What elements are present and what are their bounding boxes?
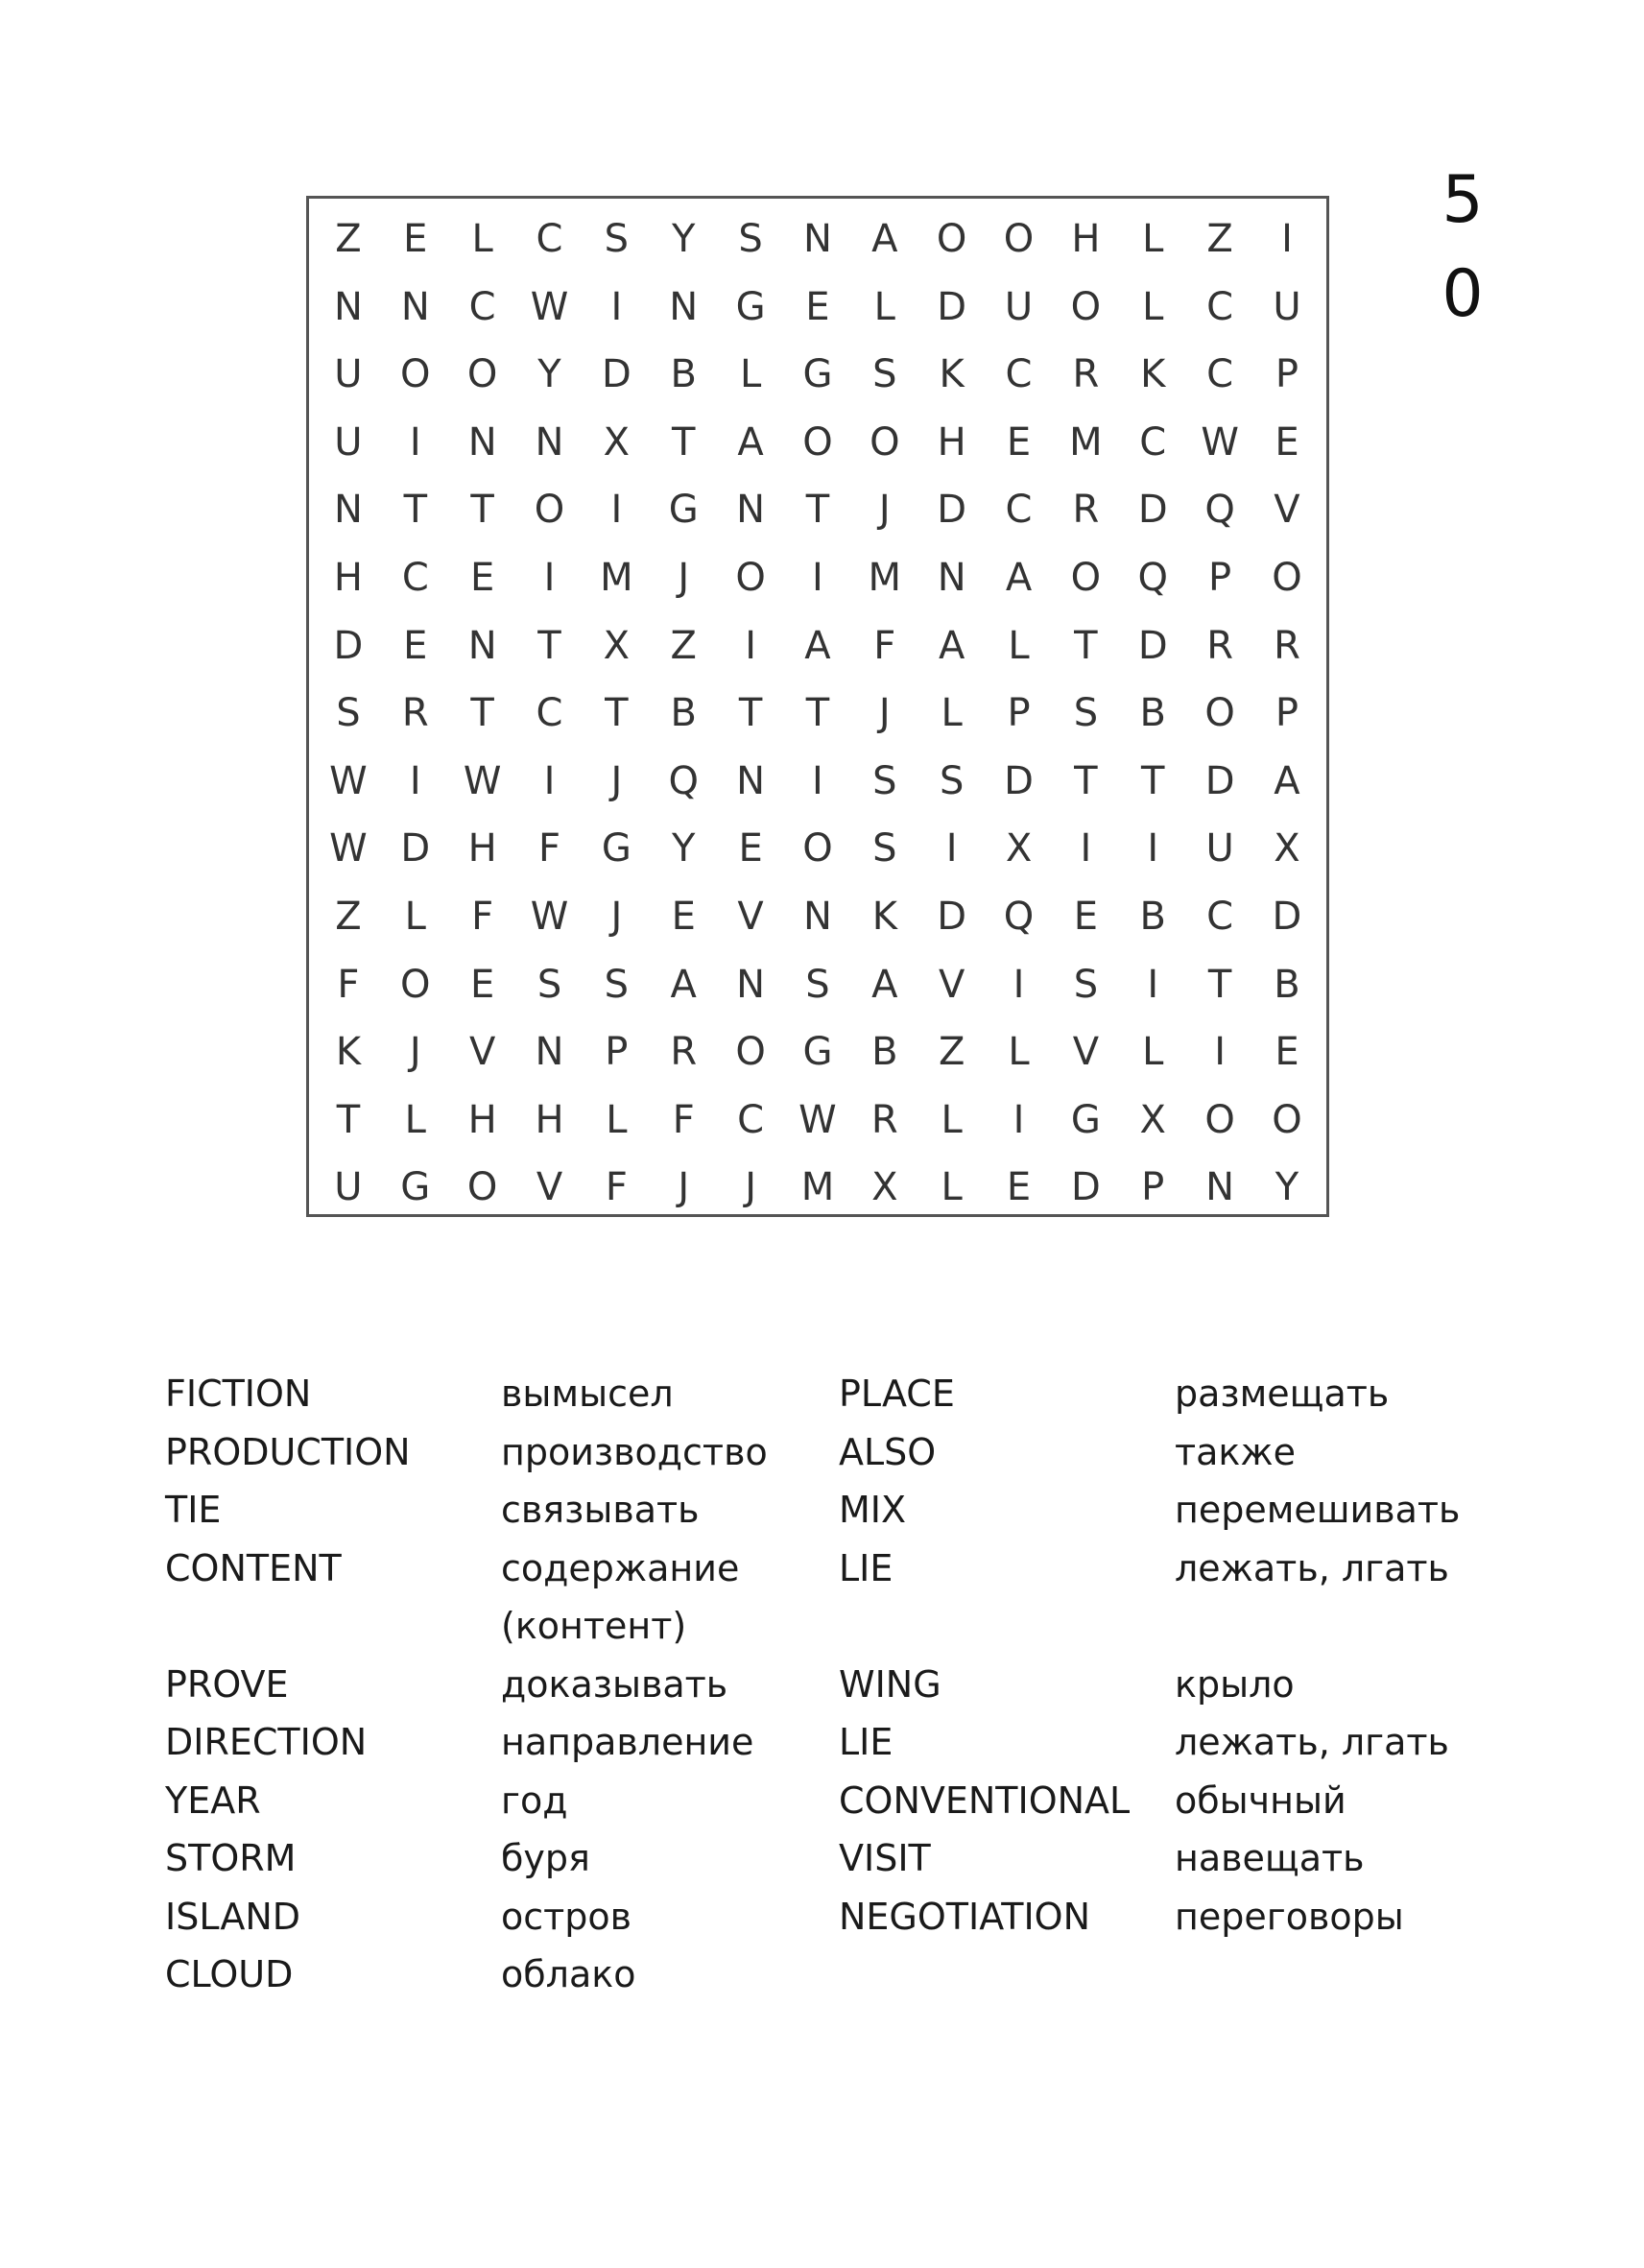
grid-letter: J: [878, 691, 891, 736]
grid-letter: O: [1272, 555, 1302, 600]
grid-row: [315, 617, 1321, 685]
grid-letter: Y: [672, 217, 696, 261]
grid-letter: R: [1206, 623, 1233, 668]
grid-letter: C: [1206, 894, 1234, 939]
grid-letter: I: [812, 555, 823, 600]
grid-letter: T: [605, 691, 629, 736]
grid-letter: T: [470, 691, 494, 736]
word-translation: год: [501, 1779, 568, 1822]
grid-letter: T: [805, 488, 830, 533]
word-column-right-english: [839, 1365, 1175, 2004]
grid-letter: B: [871, 1030, 898, 1075]
grid-letter: H: [467, 1097, 497, 1142]
grid-row: [315, 481, 1321, 549]
grid-letter: I: [745, 623, 756, 668]
grid-letter: W: [530, 284, 569, 329]
grid-letter: O: [400, 962, 431, 1007]
grid-row: [315, 752, 1321, 821]
grid-letter: S: [536, 962, 562, 1007]
word-english: PRODUCTION: [165, 1430, 411, 1473]
grid-letter: E: [1275, 1030, 1299, 1075]
grid-letter: U: [334, 1165, 363, 1210]
grid-letter: D: [400, 826, 431, 871]
grid-letter: A: [938, 623, 965, 668]
word-english: CLOUD: [165, 1953, 294, 1995]
grid-letter: S: [738, 217, 763, 261]
word-english: VISIT: [839, 1837, 931, 1879]
grid-letter: N: [535, 419, 564, 465]
word-english: YEAR: [165, 1779, 261, 1822]
grid-letter: U: [1205, 826, 1234, 871]
word-translation: навещать: [1175, 1837, 1365, 1879]
grid-letter: N: [400, 284, 430, 329]
grid-letter: V: [468, 1030, 496, 1075]
grid-letter: D: [1137, 623, 1168, 668]
grid-letter: F: [873, 623, 896, 668]
grid-letter: U: [1004, 284, 1034, 329]
grid-letter: L: [941, 1165, 963, 1210]
grid-letter: E: [1006, 419, 1032, 465]
grid-letter: I: [543, 758, 556, 803]
grid-letter: H: [535, 1097, 564, 1142]
grid-letter: L: [1142, 1030, 1164, 1075]
word-translation: лежать, лгать: [1175, 1721, 1449, 1763]
word-translation: обычный: [1175, 1779, 1346, 1822]
word-english: PLACE: [839, 1373, 955, 1415]
word-english: DIRECTION: [165, 1721, 368, 1763]
grid-letter: L: [1142, 217, 1164, 261]
grid-letter: B: [670, 352, 697, 397]
word-english: WING: [839, 1662, 941, 1706]
word-search-grid: [306, 196, 1329, 1217]
word-english: LIE: [839, 1546, 893, 1589]
word-english: ALSO: [839, 1430, 937, 1473]
grid-letter: E: [1275, 419, 1299, 465]
grid-letter: O: [1070, 284, 1102, 329]
grid-letter: O: [534, 488, 565, 533]
grid-letter: N: [937, 555, 966, 600]
grid-letter: H: [937, 419, 966, 465]
grid-letter: D: [1204, 758, 1235, 803]
grid-letter: X: [1005, 826, 1033, 871]
word-translation: доказывать: [501, 1662, 728, 1706]
grid-letter: I: [610, 488, 623, 533]
grid-letter: T: [336, 1097, 361, 1142]
grid-letter: N: [669, 284, 699, 329]
grid-letter: R: [870, 1097, 898, 1142]
grid-letter: O: [802, 419, 833, 465]
grid-letter: C: [536, 691, 563, 736]
grid-letter: C: [1206, 284, 1234, 329]
grid-letter: Z: [335, 217, 362, 261]
grid-letter: E: [1006, 1165, 1032, 1210]
grid-letter: Z: [335, 894, 362, 939]
grid-letter: L: [1008, 623, 1030, 668]
grid-letter: R: [1072, 352, 1100, 397]
grid-letter: N: [535, 1030, 564, 1075]
grid-letter: Z: [938, 1030, 965, 1075]
grid-letter: S: [872, 352, 897, 397]
grid-letter: Q: [1137, 555, 1168, 600]
grid-letter: T: [403, 488, 427, 533]
word-translation: размещать: [1175, 1373, 1390, 1415]
grid-letter: A: [1274, 758, 1300, 803]
grid-letter: L: [873, 284, 895, 329]
grid-letter: T: [1074, 623, 1098, 668]
grid-row: [315, 414, 1321, 482]
grid-letter: G: [802, 352, 833, 397]
grid-letter: E: [1073, 894, 1099, 939]
grid-letter: D: [1272, 894, 1302, 939]
word-english: ISLAND: [165, 1895, 301, 1938]
word-english: PROVE: [165, 1662, 289, 1706]
grid-row: [315, 956, 1321, 1024]
grid-row: [315, 684, 1321, 752]
grid-row: [315, 346, 1321, 414]
word-english: FICTION: [165, 1373, 312, 1415]
grid-letter: P: [1275, 691, 1299, 736]
grid-letter: O: [870, 419, 900, 465]
grid-letter: X: [1274, 826, 1300, 871]
grid-letter: F: [605, 1165, 628, 1210]
word-translation: также: [1175, 1430, 1296, 1473]
grid-letter: C: [536, 217, 563, 261]
grid-letter: L: [739, 352, 762, 397]
grid-letter: M: [600, 555, 633, 600]
grid-letter: C: [1139, 419, 1167, 465]
word-english: NEGOTIATION: [839, 1895, 1091, 1938]
grid-letter: X: [1139, 1097, 1166, 1142]
grid-letter: F: [471, 894, 494, 939]
grid-letter: Q: [1204, 488, 1235, 533]
grid-letter: G: [1070, 1097, 1101, 1142]
grid-letter: E: [671, 894, 696, 939]
grid-letter: O: [1204, 1097, 1235, 1142]
word-translation: лежать, лгать: [1175, 1546, 1449, 1589]
grid-letter: C: [1206, 352, 1234, 397]
grid-letter: C: [468, 284, 496, 329]
grid-letter: O: [735, 1030, 766, 1075]
grid-letter: J: [610, 758, 623, 803]
grid-letter: D: [1137, 488, 1168, 533]
grid-letter: D: [937, 284, 967, 329]
grid-letter: P: [1275, 352, 1299, 397]
grid-letter: E: [805, 284, 830, 329]
grid-letter: N: [467, 623, 497, 668]
grid-letter: A: [871, 962, 898, 1007]
grid-letter: L: [1008, 1030, 1030, 1075]
grid-letter: U: [334, 352, 363, 397]
grid-letter: V: [938, 962, 965, 1007]
grid-letter: S: [872, 758, 897, 803]
grid-row: [315, 549, 1321, 617]
grid-letter: D: [1004, 758, 1034, 803]
grid-row: [315, 1091, 1321, 1159]
grid-letter: Y: [537, 352, 561, 397]
grid-letter: T: [1141, 758, 1165, 803]
grid-row: [315, 278, 1321, 346]
grid-letter: L: [404, 1097, 426, 1142]
grid-letter: A: [737, 419, 764, 465]
grid-letter: N: [736, 758, 766, 803]
grid-letter: S: [1073, 691, 1099, 736]
grid-letter: P: [1208, 555, 1232, 600]
grid-letter: J: [678, 1165, 690, 1210]
grid-letter: L: [471, 217, 493, 261]
grid-letter: O: [936, 217, 967, 261]
grid-letter: I: [812, 758, 823, 803]
grid-letter: H: [1071, 217, 1101, 261]
grid-letter: I: [1013, 962, 1025, 1007]
grid-letter: G: [601, 826, 631, 871]
word-english: CONVENTIONAL: [839, 1779, 1131, 1822]
grid-letter: T: [738, 691, 763, 736]
grid-letter: G: [802, 1030, 833, 1075]
grid-letter: H: [333, 555, 363, 600]
grid-letter: I: [543, 555, 556, 600]
grid-letter: G: [668, 488, 699, 533]
grid-letter: Q: [668, 758, 699, 803]
grid-letter: B: [1139, 691, 1166, 736]
grid-letter: S: [805, 962, 830, 1007]
grid-letter: I: [1147, 826, 1159, 871]
word-translation: остров: [501, 1895, 632, 1938]
grid-letter: A: [670, 962, 697, 1007]
grid-letter: O: [466, 1165, 498, 1210]
grid-letter: O: [1003, 217, 1035, 261]
grid-letter: N: [802, 894, 832, 939]
word-english: CONTENT: [165, 1546, 342, 1589]
grid-letter: R: [1072, 488, 1100, 533]
grid-letter: T: [672, 419, 696, 465]
grid-letter: X: [871, 1165, 898, 1210]
grid-letter: R: [1274, 623, 1300, 668]
grid-letter: S: [336, 691, 361, 736]
page-number-digit-1: 5: [1441, 162, 1484, 238]
word-translation: направление: [501, 1721, 754, 1763]
word-english: TIE: [165, 1489, 222, 1531]
grid-letter: N: [1205, 1165, 1235, 1210]
grid-letter: W: [530, 894, 569, 939]
grid-letter: C: [1005, 488, 1033, 533]
grid-letter: C: [1005, 352, 1033, 397]
grid-letter: R: [670, 1030, 698, 1075]
word-column-left-russian: [501, 1365, 839, 2004]
grid-row: [315, 888, 1321, 956]
grid-letter: W: [798, 1097, 837, 1142]
grid-letter: Y: [1275, 1165, 1299, 1210]
grid-letter: O: [735, 555, 766, 600]
word-english: MIX: [839, 1489, 907, 1531]
grid-letter: D: [937, 488, 967, 533]
grid-letter: I: [409, 758, 421, 803]
grid-letter: K: [871, 894, 897, 939]
grid-letter: O: [400, 352, 431, 397]
word-translation: производство: [501, 1430, 768, 1473]
grid-letter: U: [334, 419, 363, 465]
grid-letter: P: [605, 1030, 629, 1075]
grid-letter: E: [470, 555, 495, 600]
word-english: LIE: [839, 1721, 893, 1763]
grid-letter: Q: [1003, 894, 1035, 939]
word-translation: вымысел: [501, 1373, 674, 1415]
grid-letter: E: [403, 217, 428, 261]
grid-letter: K: [939, 352, 965, 397]
grid-letter: I: [1080, 826, 1092, 871]
grid-letter: O: [1204, 691, 1235, 736]
grid-letter: G: [735, 284, 766, 329]
grid-letter: L: [941, 1097, 963, 1142]
grid-letter: J: [610, 894, 623, 939]
grid-letter: A: [804, 623, 831, 668]
grid-letter: X: [603, 623, 631, 668]
grid-row: [315, 1023, 1321, 1091]
grid-letter: M: [800, 1165, 835, 1210]
grid-letter: O: [802, 826, 833, 871]
grid-letter: U: [1273, 284, 1301, 329]
grid-letter: D: [601, 352, 631, 397]
grid-letter: C: [737, 1097, 765, 1142]
grid-letter: W: [463, 758, 502, 803]
grid-letter: N: [333, 284, 363, 329]
grid-letter: S: [1073, 962, 1099, 1007]
grid-letter: L: [1142, 284, 1164, 329]
grid-letter: A: [871, 217, 898, 261]
grid-letter: V: [1274, 488, 1300, 533]
grid-letter: I: [409, 419, 421, 465]
word-column-right-russian: [1175, 1365, 1482, 2004]
grid-letter: K: [335, 1030, 362, 1075]
grid-letter: F: [672, 1097, 695, 1142]
grid-letter: E: [738, 826, 763, 871]
grid-letter: D: [937, 894, 967, 939]
grid-letter: J: [745, 1165, 756, 1210]
grid-letter: J: [409, 1030, 421, 1075]
grid-letter: F: [337, 962, 360, 1007]
grid-row: [315, 1158, 1321, 1227]
grid-letter: N: [736, 488, 766, 533]
grid-letter: I: [945, 826, 958, 871]
word-english: STORM: [165, 1837, 297, 1879]
grid-letter: J: [678, 555, 690, 600]
grid-letter: I: [610, 284, 623, 329]
grid-row: [315, 820, 1321, 888]
grid-letter: A: [1005, 555, 1033, 600]
grid-letter: P: [1007, 691, 1031, 736]
grid-letter: O: [1070, 555, 1102, 600]
grid-letter: G: [400, 1165, 431, 1210]
grid-letter: L: [606, 1097, 628, 1142]
grid-letter: T: [537, 623, 561, 668]
grid-letter: I: [1013, 1097, 1025, 1142]
grid-letter: N: [333, 488, 363, 533]
grid-letter: I: [1147, 962, 1159, 1007]
grid-letter: D: [1070, 1165, 1101, 1210]
grid-letter: C: [401, 555, 429, 600]
grid-letter: O: [1272, 1097, 1302, 1142]
grid-letter: S: [872, 826, 897, 871]
word-list: [165, 1365, 1482, 2004]
grid-letter: B: [1139, 894, 1166, 939]
word-translation: буря: [501, 1837, 590, 1879]
grid-letter: T: [470, 488, 494, 533]
grid-letter: T: [805, 691, 830, 736]
grid-letter: S: [939, 758, 965, 803]
word-translation: крыло: [1175, 1662, 1295, 1706]
grid-letter: V: [1072, 1030, 1100, 1075]
grid-letter: B: [1274, 962, 1300, 1007]
grid-letter: I: [1214, 1030, 1226, 1075]
grid-letter: Z: [670, 623, 697, 668]
grid-letter: N: [802, 217, 832, 261]
grid-letter: X: [603, 419, 631, 465]
grid-letter: R: [401, 691, 429, 736]
grid-letter: V: [536, 1165, 563, 1210]
grid-letter: J: [878, 488, 891, 533]
grid-row: [315, 210, 1321, 278]
word-translation: перемешивать: [1175, 1489, 1461, 1531]
word-column-left-english: [165, 1365, 501, 2004]
grid-letter: W: [329, 758, 368, 803]
grid-letter: W: [329, 826, 368, 871]
grid-letter: K: [1140, 352, 1166, 397]
grid-letter: E: [403, 623, 428, 668]
grid-letter: T: [1207, 962, 1232, 1007]
grid-letter: S: [604, 962, 630, 1007]
grid-letter: D: [333, 623, 364, 668]
grid-letter: N: [467, 419, 497, 465]
grid-letter: P: [1141, 1165, 1165, 1210]
grid-letter: W: [1201, 419, 1239, 465]
grid-letter: B: [670, 691, 697, 736]
grid-letter: M: [1069, 419, 1103, 465]
grid-letter: S: [604, 217, 630, 261]
grid-letter: E: [470, 962, 495, 1007]
grid-letter: O: [466, 352, 498, 397]
grid-letter: V: [737, 894, 764, 939]
grid-letter: L: [404, 894, 426, 939]
grid-letter: L: [941, 691, 963, 736]
grid-letter: I: [1281, 217, 1293, 261]
word-translation: облако: [501, 1953, 636, 1995]
grid-letter: Y: [672, 826, 696, 871]
page-number-digit-2: 0: [1441, 256, 1484, 332]
word-translation: содержание (контент): [501, 1546, 740, 1647]
grid-letter: Z: [1206, 217, 1233, 261]
word-translation: переговоры: [1175, 1895, 1404, 1938]
grid-letter: N: [736, 962, 766, 1007]
grid-letter: H: [467, 826, 497, 871]
word-translation: связывать: [501, 1489, 700, 1531]
grid-letter: M: [868, 555, 902, 600]
page-number: [1434, 154, 1491, 342]
grid-letter: F: [538, 826, 561, 871]
grid-letter: T: [1074, 758, 1098, 803]
